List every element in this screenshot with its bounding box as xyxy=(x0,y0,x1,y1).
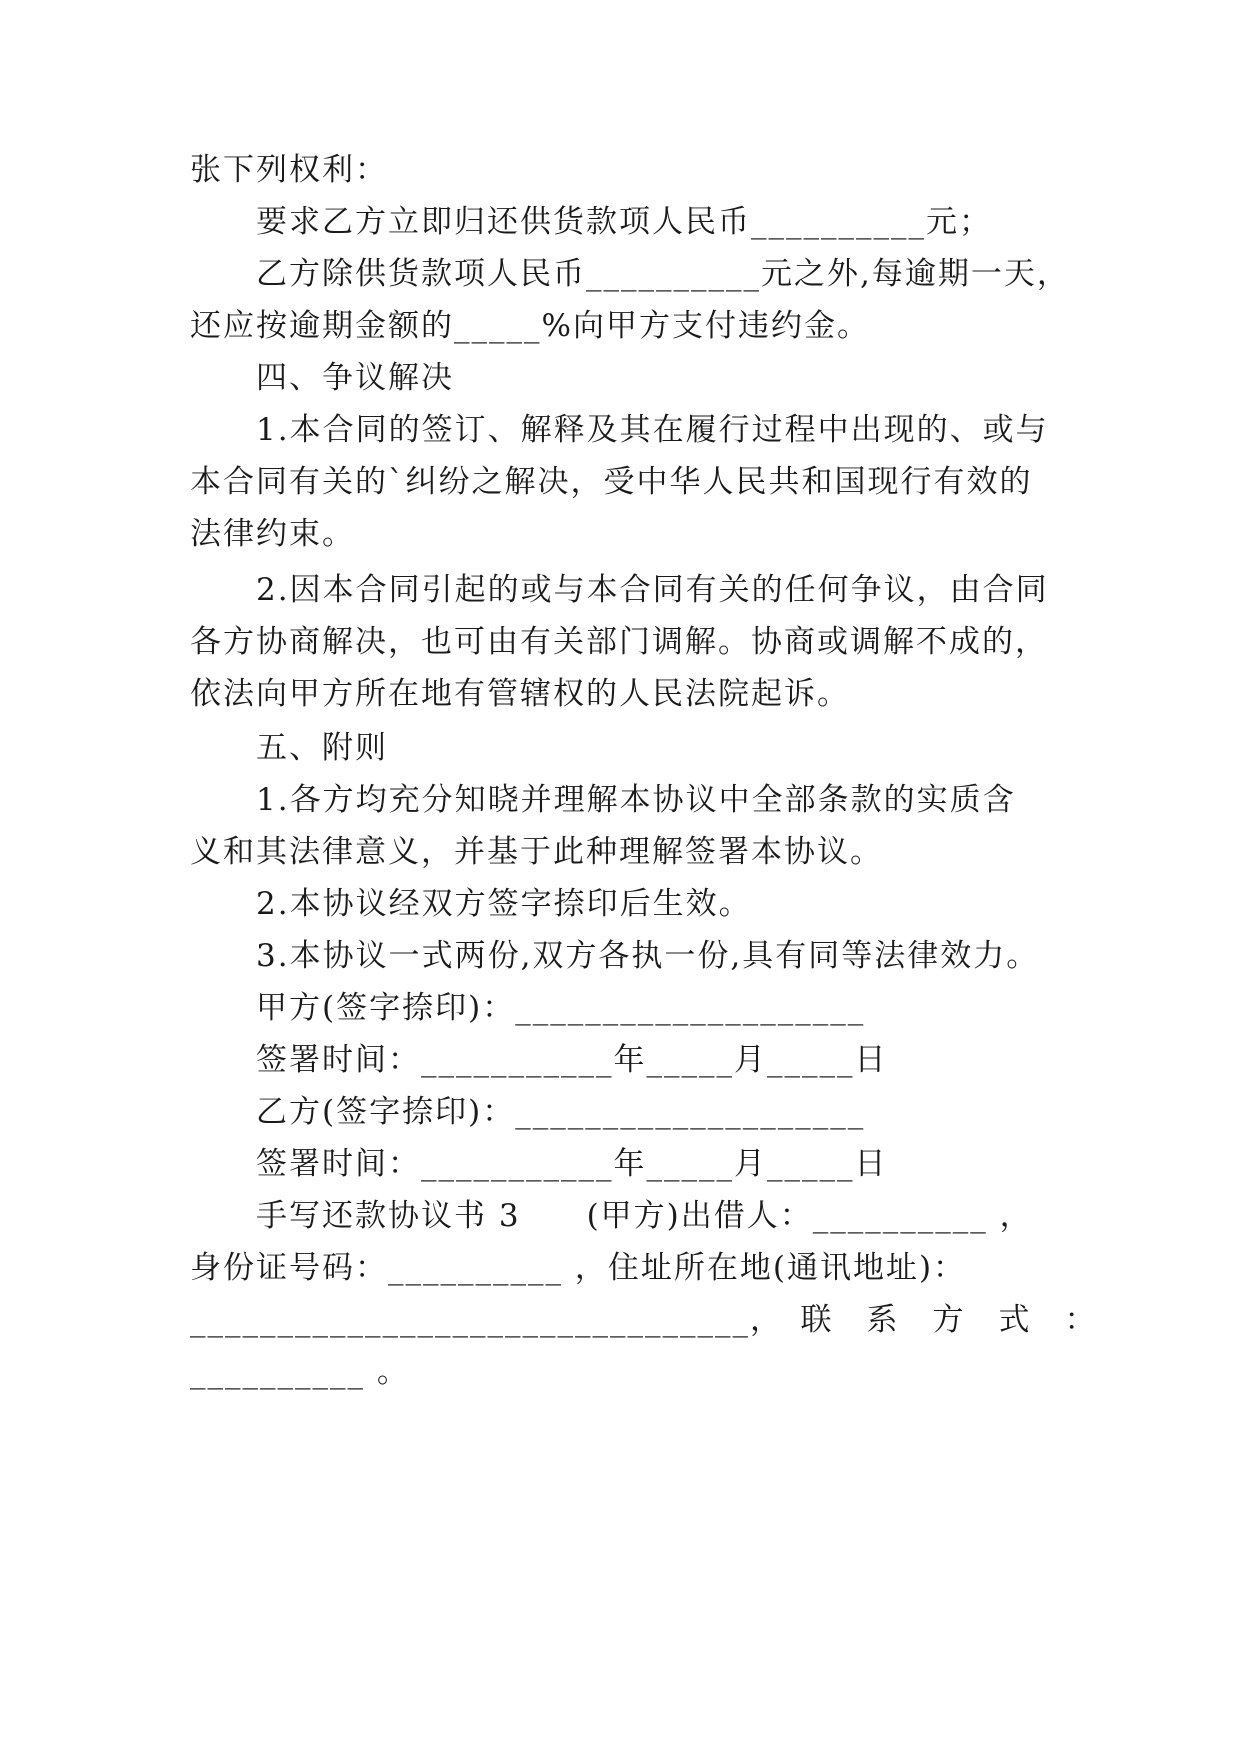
text-line: 2.本协议经双方签字捺印后生效。 xyxy=(256,886,752,922)
text-line: 义和其法律意义，并基于此种理解签署本协议。 xyxy=(190,834,883,870)
signing-date-party-b: 签署时间：___________年_____月_____日 xyxy=(256,1146,888,1182)
text-line: 还应按逾期金额的_____%向甲方支付违约金。 xyxy=(190,308,870,344)
text-line: 要求乙方立即归还供货款项人民币__________元； xyxy=(256,204,992,240)
signature-line-party-b: 乙方(签字捺印)：____________________ xyxy=(256,1094,866,1130)
signing-date-party-a: 签署时间：___________年_____月_____日 xyxy=(256,1042,888,1078)
section-heading: 五、附则 xyxy=(256,730,388,766)
text-line: 法律约束。 xyxy=(190,516,355,552)
address-blank: ________________________________ xyxy=(190,1302,750,1338)
text-line: 1.本合同的签订、解释及其在履行过程中出现的、或与 xyxy=(256,412,1049,448)
text-line: 依法向甲方所在地有管辖权的人民法院起诉。 xyxy=(190,676,850,712)
text-line: 2.因本合同引起的或与本合同有关的任何争议，由合同 xyxy=(256,572,1049,608)
text-line: 本合同有关的`纠纷之解决，受中华人民共和国现行有效的 xyxy=(190,464,1033,500)
text-line: 身份证号码：__________ ，住址所在地(通讯地址)： xyxy=(190,1250,967,1286)
contact-label: ， 联 系 方 式 ： xyxy=(750,1302,1098,1338)
text-line: __________ 。 xyxy=(190,1354,410,1390)
section-heading: 四、争议解决 xyxy=(256,360,454,396)
text-line: 1.各方均充分知晓并理解本协议中全部条款的实质含 xyxy=(256,782,1016,818)
text-line xyxy=(190,1300,1098,1340)
signature-line-party-a: 甲方(签字捺印)：____________________ xyxy=(256,990,866,1026)
text-line: 各方协商解决，也可由有关部门调解。协商或调解不成的， xyxy=(190,624,1048,660)
text-line: 3.本协议一式两份,双方各执一份,具有同等法律效力。 xyxy=(256,938,1040,974)
text-line: 手写还款协议书 3 (甲方)出借人：__________ ， xyxy=(256,1198,1033,1234)
text-line: 乙方除供货款项人民币__________元之外,每逾期一天， xyxy=(256,256,1070,292)
text-line: 张下列权利： xyxy=(190,152,388,188)
